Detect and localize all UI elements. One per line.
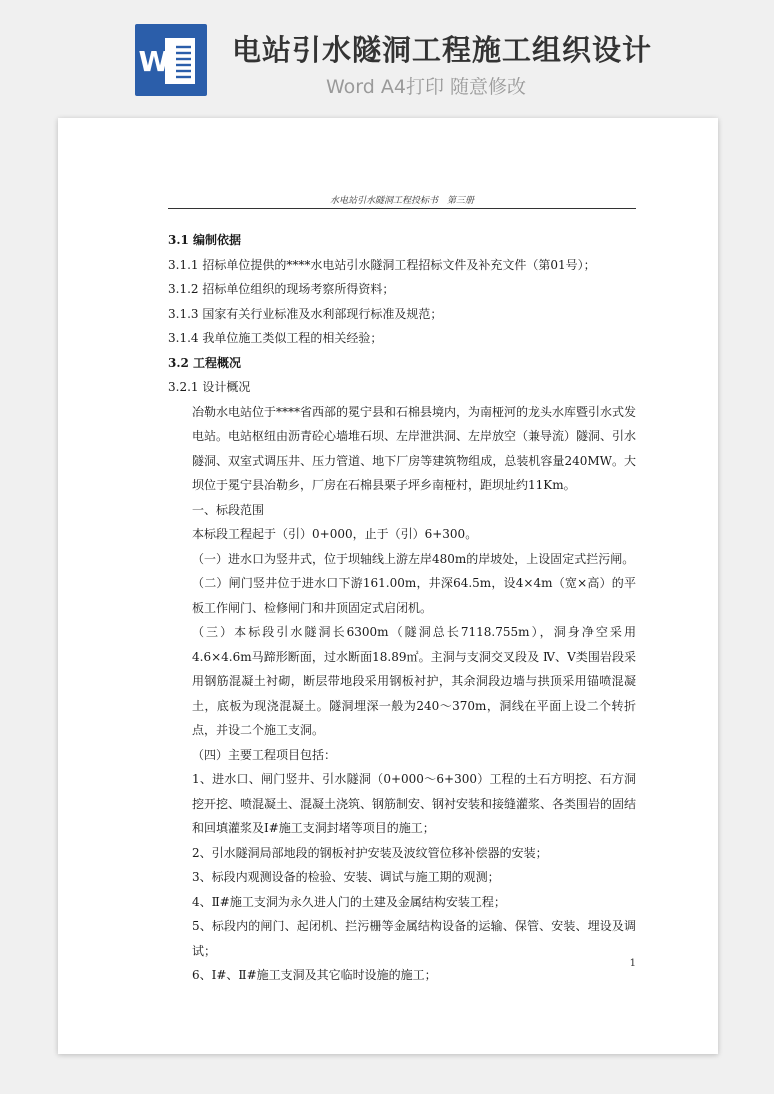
section-heading: 3.1 编制依据 bbox=[168, 233, 242, 247]
document-line: （二）闸门竖井位于进水口下游161.00m，井深64.5m，设4×4m（宽×高）的平板工作闸门、检修闸门和井顶固定式启闭机。 bbox=[192, 576, 636, 615]
word-doc-icon bbox=[135, 24, 207, 96]
document-line: 3、标段内观测设备的检验、安装、调试与施工期的观测； bbox=[192, 870, 500, 884]
document-line: 3.1.1 招标单位提供的****水电站引水隧洞工程招标文件及补充文件（第01号）； bbox=[168, 257, 596, 272]
document-line: （三）本标段引水隧洞长6300m（隧洞总长7118.755m），洞身净空采用4.6×4.6m马蹄形断面，过水断面18.89㎡。主洞与支洞交叉段及 Ⅳ、Ⅴ类围岩段采用钢筋混凝土衬砌，断层带地段采用钢板衬护，其余洞段边墙与拱顶采用锚喷混凝土，底板为现浇混凝土。隧洞埋深一般为240～370m，洞线在平面上设二个转折点，并设二个施工支洞。 bbox=[192, 625, 636, 737]
page-subtitle: Word A4打印 随意修改 bbox=[326, 76, 527, 98]
document-line: 3.1.4 我单位施工类似工程的相关经验； bbox=[168, 331, 383, 345]
document-line: 1、进水口、闸门竖井、引水隧洞（0+000～6+300）工程的土石方明挖、石方洞挖开挖、喷混凝土、混凝土浇筑、钢筋制安、钢衬安装和接缝灌浆、各类围岩的固结和回填灌浆及Ⅰ#施工支洞封堵等项目的施工； bbox=[192, 772, 637, 835]
word-logo-letter: W bbox=[138, 45, 170, 78]
document-line: （一）进水口为竖井式，位于坝轴线上游左岸480m的岸坡处，上设固定式拦污闸。 bbox=[192, 551, 635, 566]
document-line: 冶勒水电站位于****省西部的冕宁县和石棉县境内，为南桠河的龙头水库暨引水式发电站。电站枢纽由沥青砼心墙堆石坝、左岸泄洪洞、左岸放空（兼导流）隧洞、引水隧洞、双室式调压井、压力管道、地下厂房等建筑物组成，总装机容量240MW。大坝位于冕宁县冶勒乡，厂房在石棉县栗子坪乡南桠村，距坝址约11Km。 bbox=[192, 404, 637, 492]
document-line: 3.1.3 国家有关行业标准及水利部现行标准及规范； bbox=[168, 306, 443, 321]
document-line: 3.1.2 招标单位组织的现场考察所得资料； bbox=[168, 282, 395, 296]
document-line: 本标段工程起于（引）0+000，止于（引）6+300。 bbox=[192, 527, 478, 541]
page-number: 1 bbox=[629, 958, 636, 969]
document-line: 3.2.1 设计概况 bbox=[168, 380, 251, 394]
document-line: 一、标段范围 bbox=[192, 502, 265, 517]
document-page bbox=[58, 118, 718, 1054]
document-line: 2、引水隧洞局部地段的钢板衬护安装及波纹管位移补偿器的安装； bbox=[192, 845, 548, 860]
banner bbox=[0, 0, 774, 118]
document-line: 4、Ⅱ#施工支洞为永久进人门的土建及金属结构安装工程； bbox=[192, 894, 506, 909]
page-title: 电站引水隧洞工程施工组织设计 bbox=[232, 33, 653, 67]
document-line: 5、标段内的闸门、起闭机、拦污栅等金属结构设备的运输、保管、安装、埋设及调试； bbox=[192, 919, 636, 958]
document-line: 6、Ⅰ#、Ⅱ#施工支洞及其它临时设施的施工； bbox=[192, 968, 437, 982]
section-heading: 3.2 工程概况 bbox=[168, 355, 242, 370]
document-body bbox=[168, 228, 636, 988]
running-header: 水电站引水隧洞工程投标书 第三册 bbox=[168, 193, 636, 209]
document-line: （四）主要工程项目包括： bbox=[192, 747, 337, 762]
